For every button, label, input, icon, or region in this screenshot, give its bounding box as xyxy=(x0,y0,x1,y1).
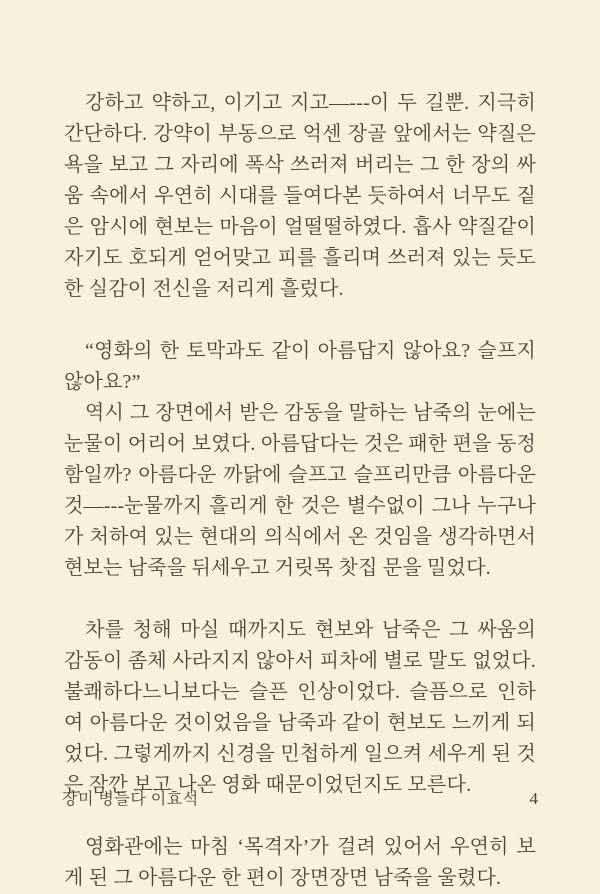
paragraph-5: 영화관에는 마침 ‘목격자’가 걸려 있어서 우연히 보게 된 그 아름다운 한 편이 장면장면 남죽을 울렸다. xyxy=(64,836,536,889)
dialogue-paragraph: “영화의 한 토막과도 같이 아름답지 않아요? 슬프지 않아요?” xyxy=(64,340,536,393)
page-text xyxy=(64,88,536,894)
page-footer xyxy=(62,789,538,810)
paragraph-4: 차를 청해 마실 때까지도 현보와 남죽은 그 싸움의 감동이 좀체 사라지지 않아서 피차에 별로 말도 없었다. 불쾌하다느니보다는 슬픈 인상이었다. 슬픔으로 인하여 아름다운 것이었음을 남죽과 같이 현보도 느끼게 되었다. 그렇게까지 신경을 민첩하게 일으켜 세우게 된 것은 잠깐 보고 나온 영화 때문이었던지도 모른다. xyxy=(64,619,536,796)
paragraph-3: 역시 그 장면에서 받은 감동을 말하는 남죽의 눈에는 눈물이 어리어 보였다. 아름답다는 것은 패한 편을 동정함일까? 아름다운 까닭에 슬프고 슬프리만큼 아름다운 것—---눈물까지 흘리게 한 것은 별수없이 그나 누구나가 처하여 있는 현대의 의식에서 온 것임을 생각하면서 현보는 남죽을 뒤세우고 거릿목 찻집 문을 밀었다. xyxy=(64,402,536,579)
page-number: 4 xyxy=(529,789,538,808)
paragraph-1: 강하고 약하고, 이기고 지고—---이 두 길뿐. 지극히 간단하다. 강약이 부동으로 억센 장골 앞에서는 약질은 욕을 보고 그 자리에 폭삭 쓰러져 버리는 그 한 장의 싸움 속에서 우연히 시대를 들여다본 듯하여서 너무도 짙은 암시에 현보는 마음이 얼떨떨하였다. 흡사 약질같이 자기도 호되게 얻어맞고 피를 흘리며 쓰러져 있는 듯도 한 실감이 전신을 저리게 흘렀다. xyxy=(64,92,536,300)
book-title-author: 장미 병들다 이효석 xyxy=(62,791,199,808)
